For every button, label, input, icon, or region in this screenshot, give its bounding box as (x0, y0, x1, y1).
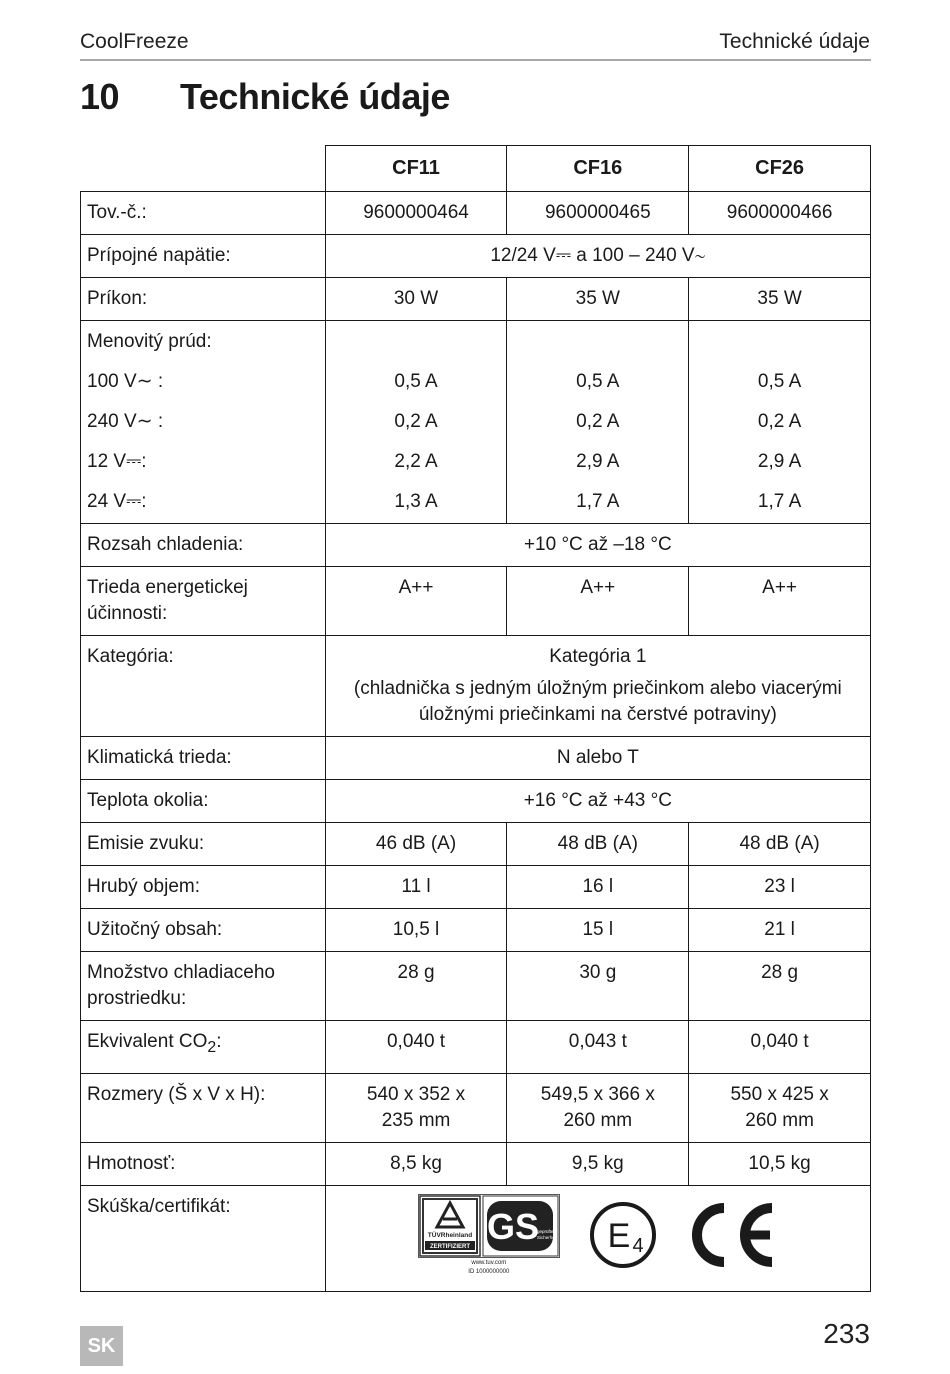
cell-value: 48 dB (A) (689, 823, 871, 866)
cell-value: 8,5 kg (325, 1142, 507, 1185)
column-header: CF16 (507, 146, 689, 192)
cell-value: 0,040 t (325, 1021, 507, 1074)
table-row (81, 780, 871, 823)
e-mark-number: 4 (632, 1234, 644, 1257)
cell-value: 10,5 l (325, 909, 507, 952)
table-row (81, 1021, 871, 1074)
cell-value-stack (689, 321, 871, 524)
row-label: Tov.-č.: (81, 192, 326, 235)
co2-subscript: 2 (207, 1038, 217, 1056)
cell-value: 0,5 A (576, 371, 620, 392)
row-label-line: Trieda energetickej (87, 577, 248, 598)
row-label: Teplota okolia: (81, 780, 326, 823)
cell-value: +16 °C až +43 °C (325, 780, 870, 823)
cell-value: 10,5 kg (689, 1142, 871, 1185)
cell-value: 0,043 t (507, 1021, 689, 1074)
tuv-gs-icon (419, 1195, 559, 1257)
row-label (81, 321, 326, 524)
column-header: CF26 (689, 146, 871, 192)
table-row (81, 866, 871, 909)
cell-value (689, 1073, 871, 1142)
cell-value: 0,2 A (576, 411, 620, 432)
column-header: CF11 (325, 146, 507, 192)
category-desc: úložnými priečinkami na čerstvé potraviny) (418, 704, 777, 725)
table-header-row (81, 146, 871, 192)
cell-value: 0,040 t (689, 1021, 871, 1074)
table-row (81, 524, 871, 567)
category-title: Kategória 1 (549, 646, 647, 667)
row-label: Hrubý objem: (81, 866, 326, 909)
table-row (81, 1073, 871, 1142)
e-mark-letter: E (607, 1216, 631, 1255)
sub-label: 240 V∼ : (87, 411, 164, 432)
cert-logos (332, 1192, 864, 1278)
cell-value: 12/24 V⎓ a 100 – 240 V∼ (325, 235, 870, 278)
header-rule (80, 59, 871, 61)
cell-value: 35 W (689, 278, 871, 321)
cell-value (325, 1073, 507, 1142)
dims-line: 235 mm (381, 1109, 451, 1131)
row-label: Užitočný obsah: (81, 909, 326, 952)
cell-value: 23 l (689, 866, 871, 909)
cell-value: A++ (325, 567, 507, 636)
cell-value: 2,2 A (394, 451, 438, 472)
cell-value: 28 g (689, 952, 871, 1021)
row-label (81, 1021, 326, 1074)
cell-value: 48 dB (A) (507, 823, 689, 866)
dims-line: 260 mm (563, 1109, 633, 1131)
cell-value: 0,2 A (757, 411, 802, 432)
row-label: Klimatická trieda: (81, 737, 326, 780)
cell-value: 30 W (325, 278, 507, 321)
row-label: Prípojné napätie: (81, 235, 326, 278)
cell-value (325, 636, 870, 737)
sub-label: 12 V⎓: (87, 451, 147, 472)
ce-mark-icon (686, 1200, 778, 1270)
row-label: Kategória: (81, 636, 326, 737)
row-label-line: Množstvo chladiaceho (87, 962, 275, 983)
cell-value: 35 W (507, 278, 689, 321)
cell-value: 2,9 A (757, 451, 802, 472)
cell-value: 11 l (325, 866, 507, 909)
row-label-line: prostriedku: (87, 988, 187, 1009)
row-label: Emisie zvuku: (81, 823, 326, 866)
row-label: Príkon: (81, 278, 326, 321)
tuv-cert-text: ZERTIFIZIERT (429, 1243, 470, 1250)
row-label-line: účinnosti: (87, 603, 168, 624)
row-label: Rozmery (Š x V x H): (81, 1073, 326, 1142)
table-row (81, 737, 871, 780)
dims-line: 550 x 425 x (730, 1083, 829, 1105)
row-label (81, 567, 326, 636)
table-row (81, 192, 871, 235)
chapter-title: Technické údaje (180, 76, 450, 117)
sub-label: 100 V∼ : (87, 371, 164, 392)
row-label: Rozsah chladenia: (81, 524, 326, 567)
cell-value: 1,7 A (757, 491, 802, 512)
cell-value: 9,5 kg (507, 1142, 689, 1185)
cell-value: 0,5 A (394, 371, 438, 392)
cell-value: 46 dB (A) (325, 823, 507, 866)
cell-value-stack (325, 321, 507, 524)
cell-value: 2,9 A (576, 451, 620, 472)
header-section: Technické údaje (719, 30, 870, 53)
sub-label: 24 V⎓: (87, 491, 147, 512)
cell-value: 9600000466 (689, 192, 871, 235)
co2-colon: : (216, 1031, 222, 1052)
cell-value: 9600000464 (325, 192, 507, 235)
e4-mark-icon (588, 1200, 658, 1270)
row-label: Skúška/certifikát: (81, 1185, 326, 1291)
cell-value: 21 l (689, 909, 871, 952)
row-label: Hmotnosť: (81, 1142, 326, 1185)
category-desc: (chladnička s jedným úložným priečinkom alebo viacerými (353, 678, 842, 699)
table-row (81, 636, 871, 737)
cell-value: +10 °C až –18 °C (325, 524, 870, 567)
table-row-current (81, 321, 871, 524)
chapter-number: 10 (80, 76, 120, 117)
cell-value-stack (507, 321, 689, 524)
tuv-brand-text: TÜVRheinland (427, 1231, 473, 1239)
cell-value: N alebo T (325, 737, 870, 780)
cell-value: 16 l (507, 866, 689, 909)
page-number: 233 (823, 1318, 870, 1349)
tuv-gs-logo (418, 1194, 560, 1276)
cell-value: 15 l (507, 909, 689, 952)
language-badge: SK (80, 1326, 123, 1366)
header-brand: CoolFreeze (80, 30, 189, 53)
cert-logos-cell (325, 1185, 870, 1291)
cell-value: 1,3 A (394, 491, 438, 512)
tuv-url: www.tuv.com (471, 1259, 507, 1266)
co2-label: Ekvivalent CO (87, 1031, 208, 1052)
cell-value: 0,5 A (757, 371, 802, 392)
gs-text: GS (486, 1205, 539, 1247)
cell-value: 28 g (325, 952, 507, 1021)
cell-value: 1,7 A (576, 491, 620, 512)
table-row (81, 823, 871, 866)
gs-caption-2: Sicherheit (536, 1234, 557, 1240)
row-label-main: Menovitý prúd: (87, 331, 212, 352)
dims-line: 549,5 x 366 x (540, 1083, 655, 1105)
tuv-id: ID 1000000000 (468, 1268, 510, 1275)
dims-line: 540 x 352 x (366, 1083, 466, 1105)
cell-value: 30 g (507, 952, 689, 1021)
table-row (81, 909, 871, 952)
cell-value (507, 1073, 689, 1142)
header-blank-cell (81, 146, 326, 192)
dims-line: 260 mm (745, 1109, 814, 1131)
table-row (81, 1142, 871, 1185)
table-row (81, 952, 871, 1021)
page-title (80, 76, 450, 118)
table-row (81, 235, 871, 278)
table-row-cert (81, 1185, 871, 1291)
row-label (81, 952, 326, 1021)
cell-value: 0,2 A (394, 411, 438, 432)
cell-value: A++ (507, 567, 689, 636)
table-row (81, 567, 871, 636)
cell-value: 9600000465 (507, 192, 689, 235)
spec-table (80, 145, 871, 1292)
cell-value: A++ (689, 567, 871, 636)
table-row (81, 278, 871, 321)
gs-caption-1: geprüfte (536, 1228, 554, 1234)
